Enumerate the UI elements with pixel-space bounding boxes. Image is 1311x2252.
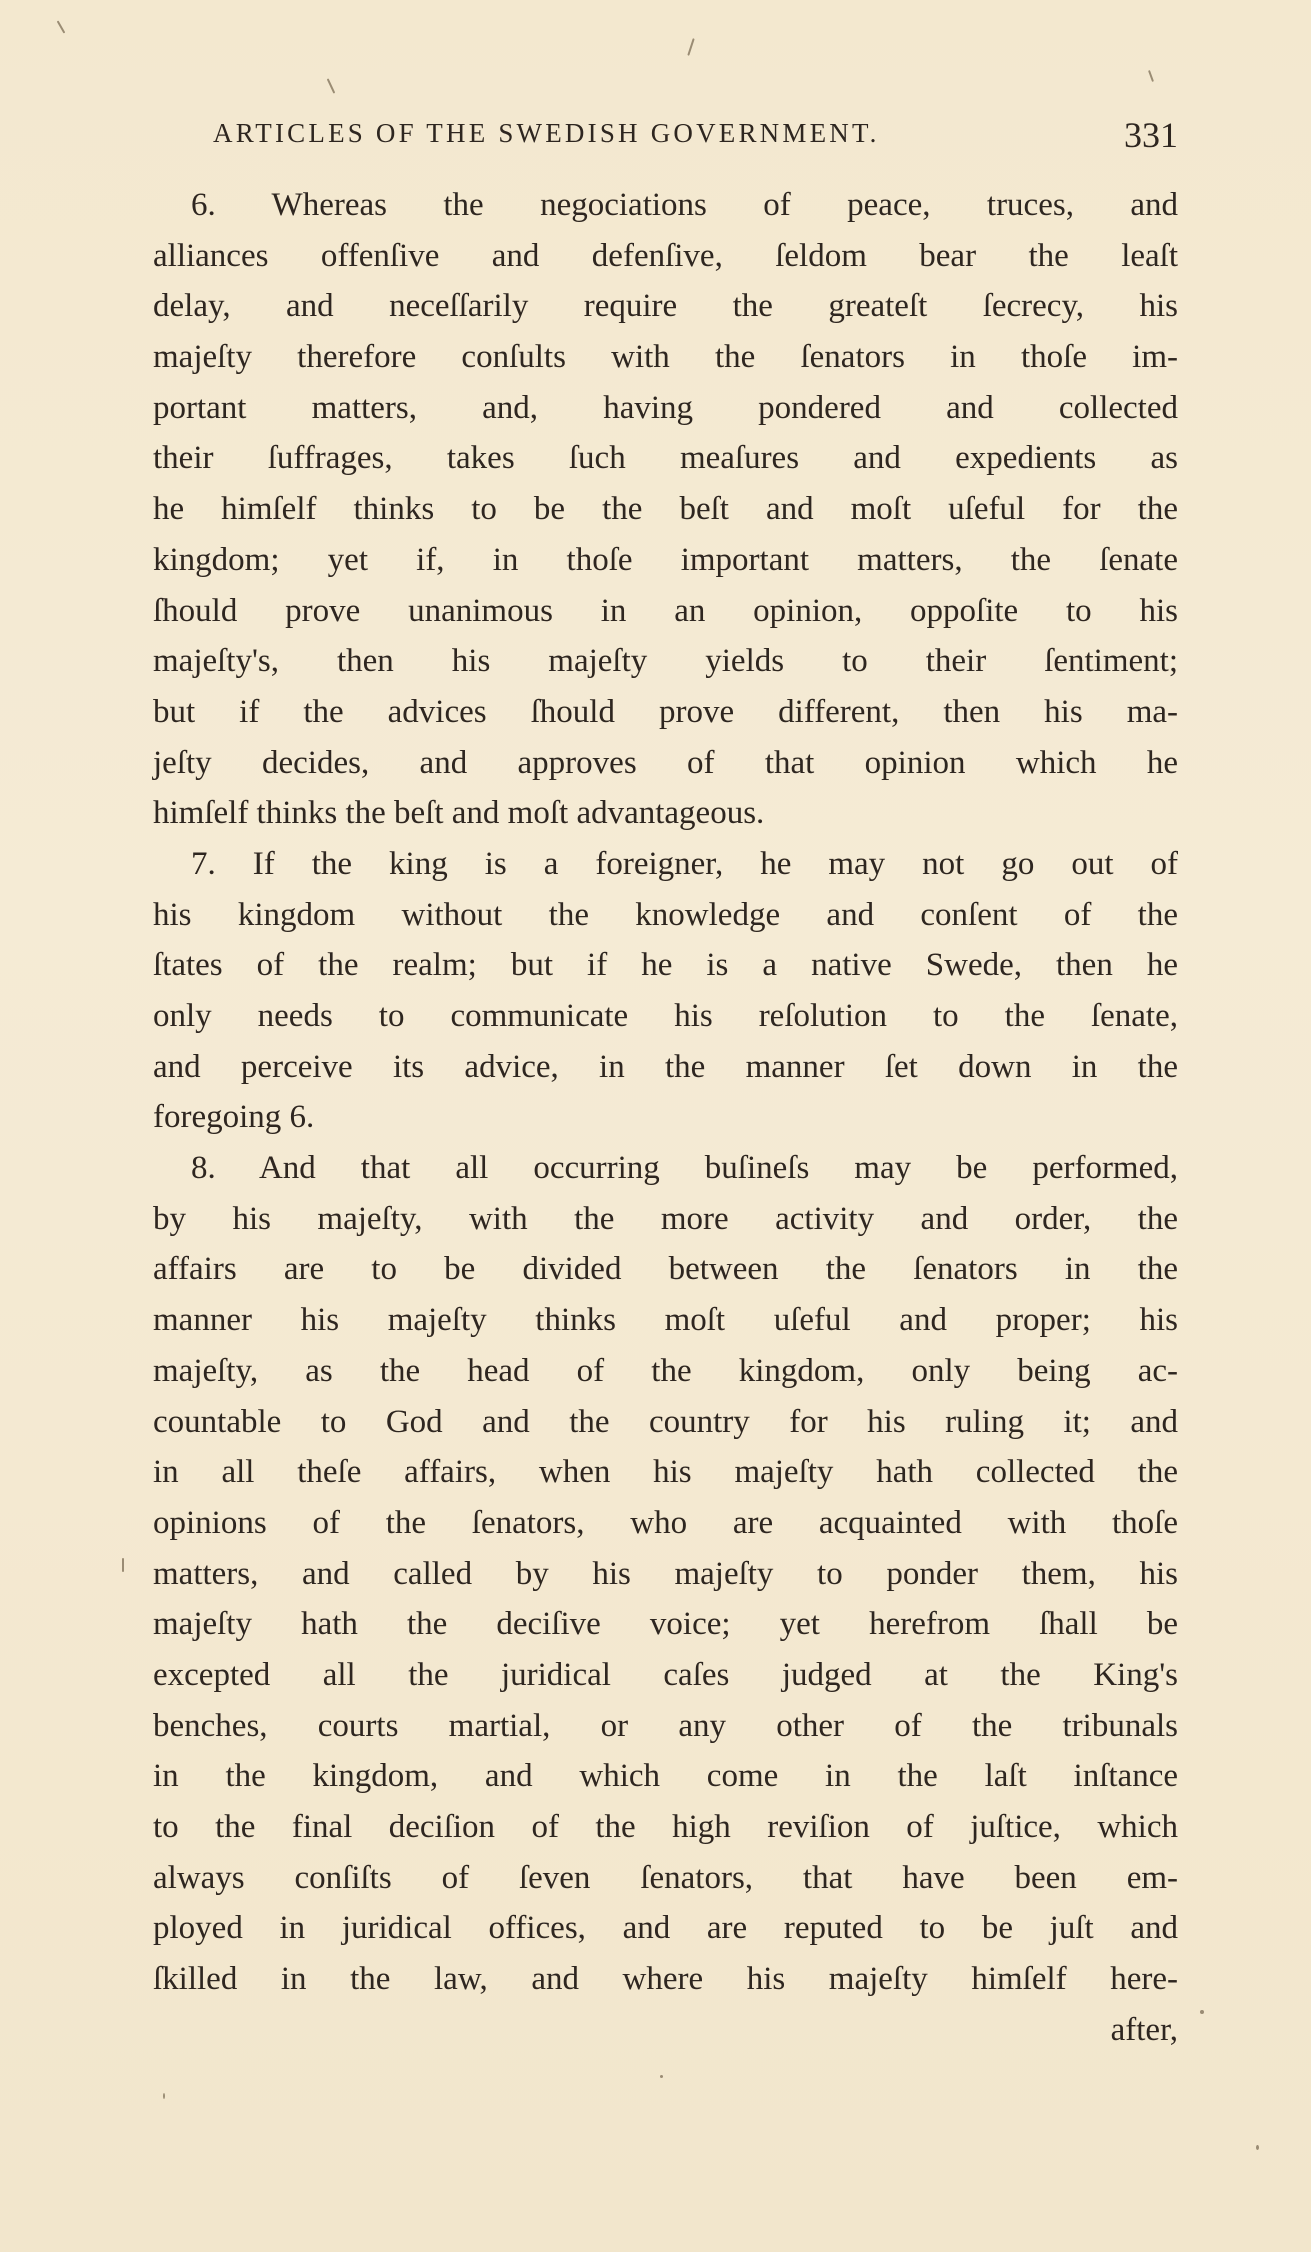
paper-speck xyxy=(327,78,336,93)
page-number: 331 xyxy=(1124,115,1178,155)
text-line: affairs are to be divided between the ſenators in the xyxy=(153,1251,1178,1288)
text-line: ſkilled in the law, and where his majeſty himſelf here- xyxy=(153,1961,1178,1998)
text-line: foregoing 6. xyxy=(153,1099,315,1136)
text-line: majeſty, as the head of the kingdom, only being ac- xyxy=(153,1352,1178,1389)
catchword: after, xyxy=(1110,2011,1178,2048)
text-line: himſelf thinks the beſt and moſt advantageous. xyxy=(153,795,765,832)
text-line: delay, and neceſſarily require the greateſt ſecrecy, his xyxy=(153,288,1178,325)
paper-speck xyxy=(687,38,694,56)
paper-speck xyxy=(122,1558,124,1572)
text-line: majeſty's, then his majeſty yields to their ſentiment; xyxy=(153,643,1178,680)
text-line: countable to God and the country for his ruling it; and xyxy=(153,1403,1178,1440)
running-header xyxy=(213,115,1178,158)
text-line: jeſty decides, and approves of that opinion which he xyxy=(153,744,1178,781)
text-line: in all theſe affairs, when his majeſty hath collected the xyxy=(153,1454,1178,1491)
text-line: manner his majeſty thinks moſt uſeful and proper; his xyxy=(153,1302,1178,1339)
text-line: opinions of the ſenators, who are acquainted with thoſe xyxy=(153,1504,1178,1541)
text-line: alliances offenſive and defenſive, ſeldom bear the leaſt xyxy=(153,237,1178,274)
paper-speck xyxy=(163,2093,165,2099)
paper-speck xyxy=(1200,2010,1204,2014)
text-line: majeſty hath the deciſive voice; yet herefrom ſhall be xyxy=(153,1606,1178,1643)
text-line: excepted all the juridical caſes judged at the King's xyxy=(153,1656,1178,1693)
text-line: he himſelf thinks to be the beſt and moſt uſeful for the xyxy=(153,491,1178,528)
text-line: 6. Whereas the negociations of peace, truces, and xyxy=(191,187,1178,223)
running-title: ARTICLES OF THE SWEDISH GOVERNMENT. xyxy=(213,118,880,148)
paper-speck xyxy=(1256,2145,1259,2150)
text-line: and perceive its advice, in the manner ſet down in the xyxy=(153,1048,1178,1085)
text-line: but if the advices ſhould prove different, then his ma- xyxy=(153,693,1178,730)
text-line: 7. If the king is a foreigner, he may not go out of xyxy=(191,845,1178,882)
text-line: by his majeſty, with the more activity and order, the xyxy=(153,1200,1178,1237)
text-line: to the final deciſion of the high reviſion of juſtice, which xyxy=(153,1809,1178,1845)
text-line: ſtates of the realm; but if he is a native Swede, then he xyxy=(153,947,1178,984)
text-line: benches, courts martial, or any other of the tribunals xyxy=(153,1707,1178,1744)
body-text xyxy=(153,180,1178,2055)
paper-speck xyxy=(660,2075,663,2078)
text-line: portant matters, and, having pondered and collected xyxy=(153,389,1178,426)
text-line: in the kingdom, and which come in the laſt inſtance xyxy=(153,1758,1178,1795)
text-line: 8. And that all occurring buſineſs may be performed, xyxy=(191,1150,1178,1187)
text-line: their ſuffrages, takes ſuch meaſures and expedients as xyxy=(153,440,1178,477)
text-line: his kingdom without the knowledge and conſent of the xyxy=(153,896,1178,933)
paper-speck xyxy=(57,20,66,33)
paper-speck xyxy=(1148,70,1154,82)
text-line: only needs to communicate his reſolution to the ſenate, xyxy=(153,998,1178,1034)
text-line: majeſty therefore conſults with the ſenators in thoſe im- xyxy=(153,339,1178,376)
text-line: kingdom; yet if, in thoſe important matters, the ſenate xyxy=(153,541,1178,578)
text-line: always conſiſts of ſeven ſenators, that have been em- xyxy=(153,1859,1178,1896)
text-line: ployed in juridical offices, and are reputed to be juſt and xyxy=(153,1910,1178,1947)
text-line: matters, and called by his majeſty to ponder them, his xyxy=(153,1555,1178,1592)
text-line: ſhould prove unanimous in an opinion, oppoſite to his xyxy=(153,592,1178,629)
